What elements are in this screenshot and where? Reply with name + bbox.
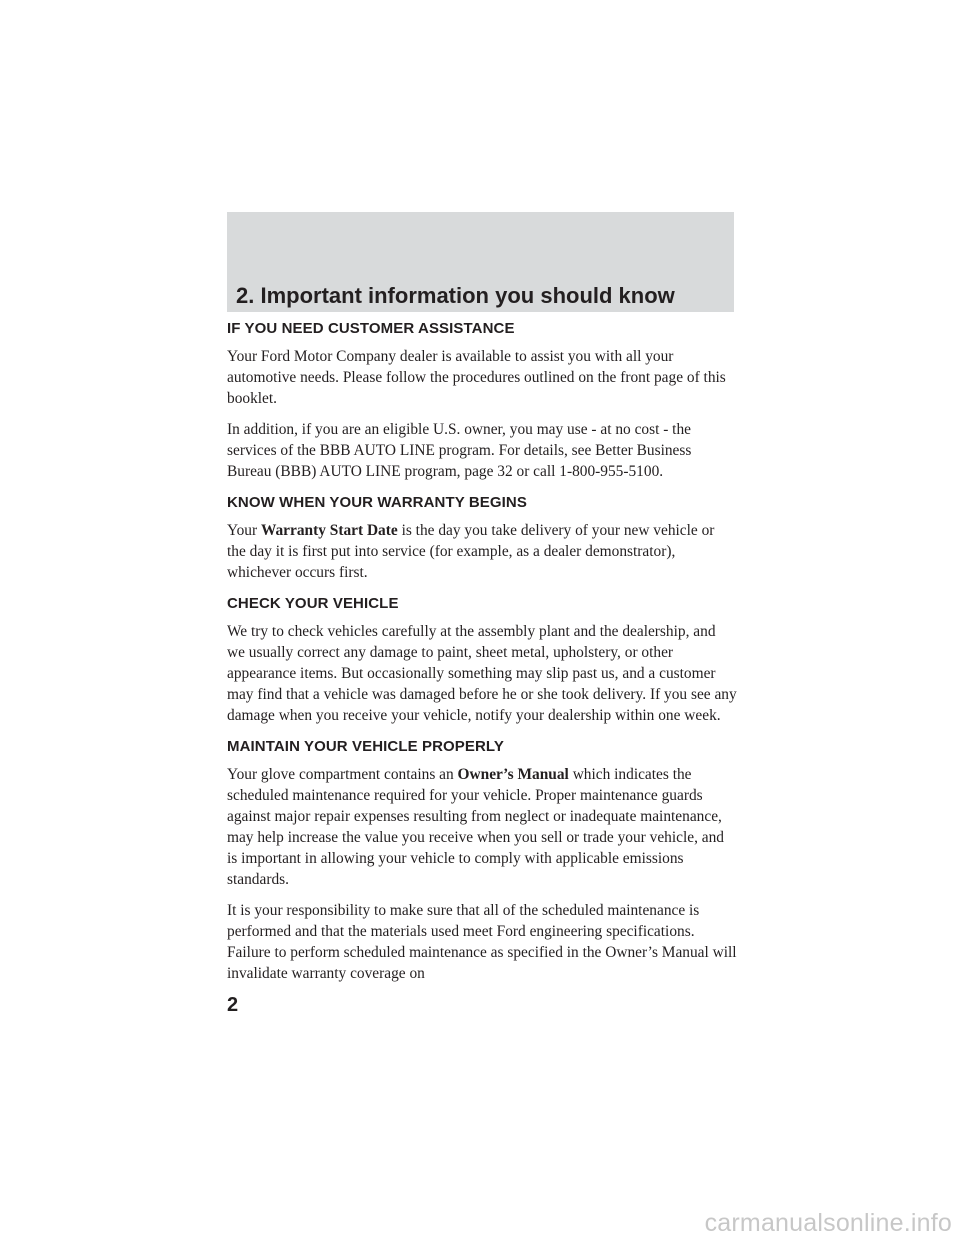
paragraph bbox=[227, 764, 737, 890]
section-warranty-begins bbox=[227, 492, 737, 583]
bold-term: Warranty Start Date bbox=[260, 522, 398, 539]
page-content bbox=[227, 318, 737, 994]
section-maintain-vehicle bbox=[227, 736, 737, 984]
paragraph: In addition, if you are an eligible U.S. owner, you may use - at no cost - the services of the BBB AUTO LINE program. For details, see Better Business Bureau (BBB) AUTO LINE program, page 32 or call 1-800-955-5100. bbox=[227, 421, 692, 480]
paragraph: Your Ford Motor Company dealer is available to assist you with all your automotive needs. Please follow the procedures outlined on the front page of this booklet. bbox=[227, 348, 726, 407]
paragraph: It is your responsibility to make sure that all of the scheduled maintenance is performed and that the materials used meet Ford engineering specifications. Failure to perform scheduled maintenance as specified in the Owner’s Manual will invalidate warranty coverage on bbox=[227, 902, 737, 982]
text-run: which indicates the scheduled maintenance required for your vehicle. Proper maintenance guards against major repair expenses resulting from neglect or inadequate maintenance, may help increase the value you receive when you sell or trade your vehicle, and is important in allowing your vehicle to comply with applicable emissions standards. bbox=[227, 766, 725, 888]
text-run: is the day you take delivery of your new vehicle or the day it is first put into service (for example, as a dealer demonstrator), whichever occurs first. bbox=[227, 522, 715, 581]
section-check-vehicle bbox=[227, 593, 737, 726]
paragraph bbox=[227, 520, 737, 583]
text-run: Your bbox=[227, 522, 261, 539]
bold-term: Owner’s Manual bbox=[457, 766, 569, 783]
page-number: 2 bbox=[227, 994, 239, 1016]
text-run: Your glove compartment contains an bbox=[227, 766, 458, 783]
chapter-title: 2. Important information you should know bbox=[236, 283, 675, 308]
paragraph: We try to check vehicles carefully at the assembly plant and the dealership, and we usually correct any damage to paint, sheet metal, upholstery, or other appearance items. But occasionally something may slip past us, and a customer may find that a vehicle was damaged before he or she took delivery. If you see any damage when you receive your vehicle, notify your dealership within one week. bbox=[227, 623, 737, 724]
section-heading: CHECK YOUR VEHICLE bbox=[227, 595, 399, 612]
section-customer-assistance bbox=[227, 318, 737, 482]
section-heading: MAINTAIN YOUR VEHICLE PROPERLY bbox=[227, 738, 504, 755]
watermark: carmanualsonline.info bbox=[704, 1209, 952, 1237]
section-heading: IF YOU NEED CUSTOMER ASSISTANCE bbox=[227, 320, 515, 337]
section-heading: KNOW WHEN YOUR WARRANTY BEGINS bbox=[227, 494, 527, 511]
